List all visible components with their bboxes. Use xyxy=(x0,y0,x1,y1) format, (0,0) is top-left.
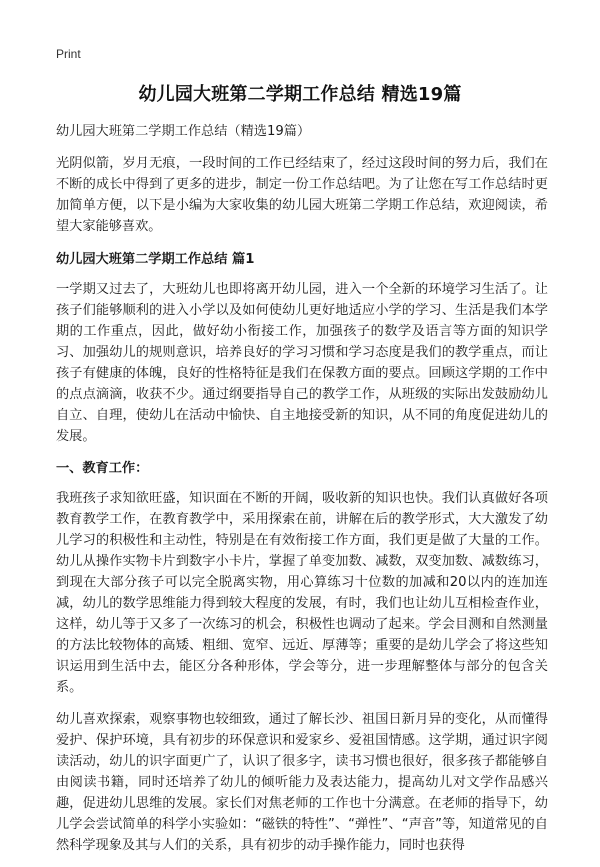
document-title: 幼儿园大班第二学期工作总结 精选19篇 xyxy=(138,84,462,105)
document-subtitle: 幼儿园大班第二学期工作总结（精选19篇） xyxy=(56,124,311,139)
education-paragraph-1: 我班孩子求知欲旺盛，知识面在不断的开阔，吸收新的知识也快。我们认真做好各项教育教学工作，在教育教学中，采用探索在前，讲解在后的教学形式，大大激发了幼儿学习的积极性和主动性，特别是在有效衔接工作方面，我们更是做了大量的工作。幼儿从操作实物卡片到数字小卡片，掌握了单变加数、减数，双变加数、减数练习，到现在大部分孩子可以完全脱离实物，用心算练习十位数的加减和20以内的连加连减，幼儿的数学思维能力得到较大程度的发展，有时，我们也让幼儿互相检查作业，这样，幼儿等于又多了一次练习的机会，积极性也调动了起来。学会目测和自然测量的方法比较物体的高矮、粗细、宽窄、远近、厚薄等；重要的是幼儿学会了将这些知识运用到生活中去，能区分各种形体，学会等分，进一步理解整体与部分的包含关系。 xyxy=(56,491,548,695)
print-link[interactable]: Print xyxy=(56,47,81,61)
education-paragraph-2: 幼儿喜欢探索，观察事物也较细致，通过了解长沙、祖国日新月异的变化，从而懂得爱护、保护环境，具有初步的环保意识和爱家乡、爱祖国情感。这学期，通过识字阅读活动，幼儿的识字面更广了，认识了很多字，读书习惯也很好，很多孩子都能够自由阅读书籍，同时还培养了幼儿的倾听能力及表达能力，提高幼儿对文学作品感兴趣，促进幼儿思维的发展。家长们对焦老师的工作也十分满意。在老师的指导下，幼儿学会尝试简单的科学小实验如：“磁铁的特性”、“弹性”、“声音”等，知道常见的自然科学现象及其与人们的关系，具有初步的动手操作能力，同时也获得 xyxy=(56,712,548,853)
intro-paragraph: 光阴似箭，岁月无痕，一段时间的工作已经结束了，经过这段时间的努力后，我们在不断的成长中得到了更多的进步，制定一份工作总结吧。为了让您在写工作总结时更加简单方便，以下是小编为大家收集的幼儿园大班第二学期工作总结，欢迎阅读，希望大家能够喜欢。 xyxy=(56,156,548,234)
section-education-heading: 一、教育工作： xyxy=(56,461,149,476)
part-1-heading: 幼儿园大班第二学期工作总结 篇1 xyxy=(56,252,255,267)
part-1-intro-paragraph: 一学期又过去了，大班幼儿也即将离开幼儿园，进入一个全新的环境学习生活了。让孩子们能够顺利的进入小学以及如何使幼儿更好地适应小学的学习、生活是我们本学期的工作重点，因此，做好幼小衔接工作，加强孩子的数学及语言等方面的知识学习、加强幼儿的规则意识，培养良好的学习习惯和学习态度是我们的教学重点，而让孩子有健康的体魄，良好的性格特征是我们在保教方面的要点。回顾这学期的工作中的点点滴滴，收获不少。通过纲要指导自己的教学工作，从班级的实际出发鼓励幼儿自立、自理，使幼儿在活动中愉快、自主地接受新的知识，从不同的角度促进幼儿的发展。 xyxy=(56,282,548,444)
document-body xyxy=(56,121,548,867)
